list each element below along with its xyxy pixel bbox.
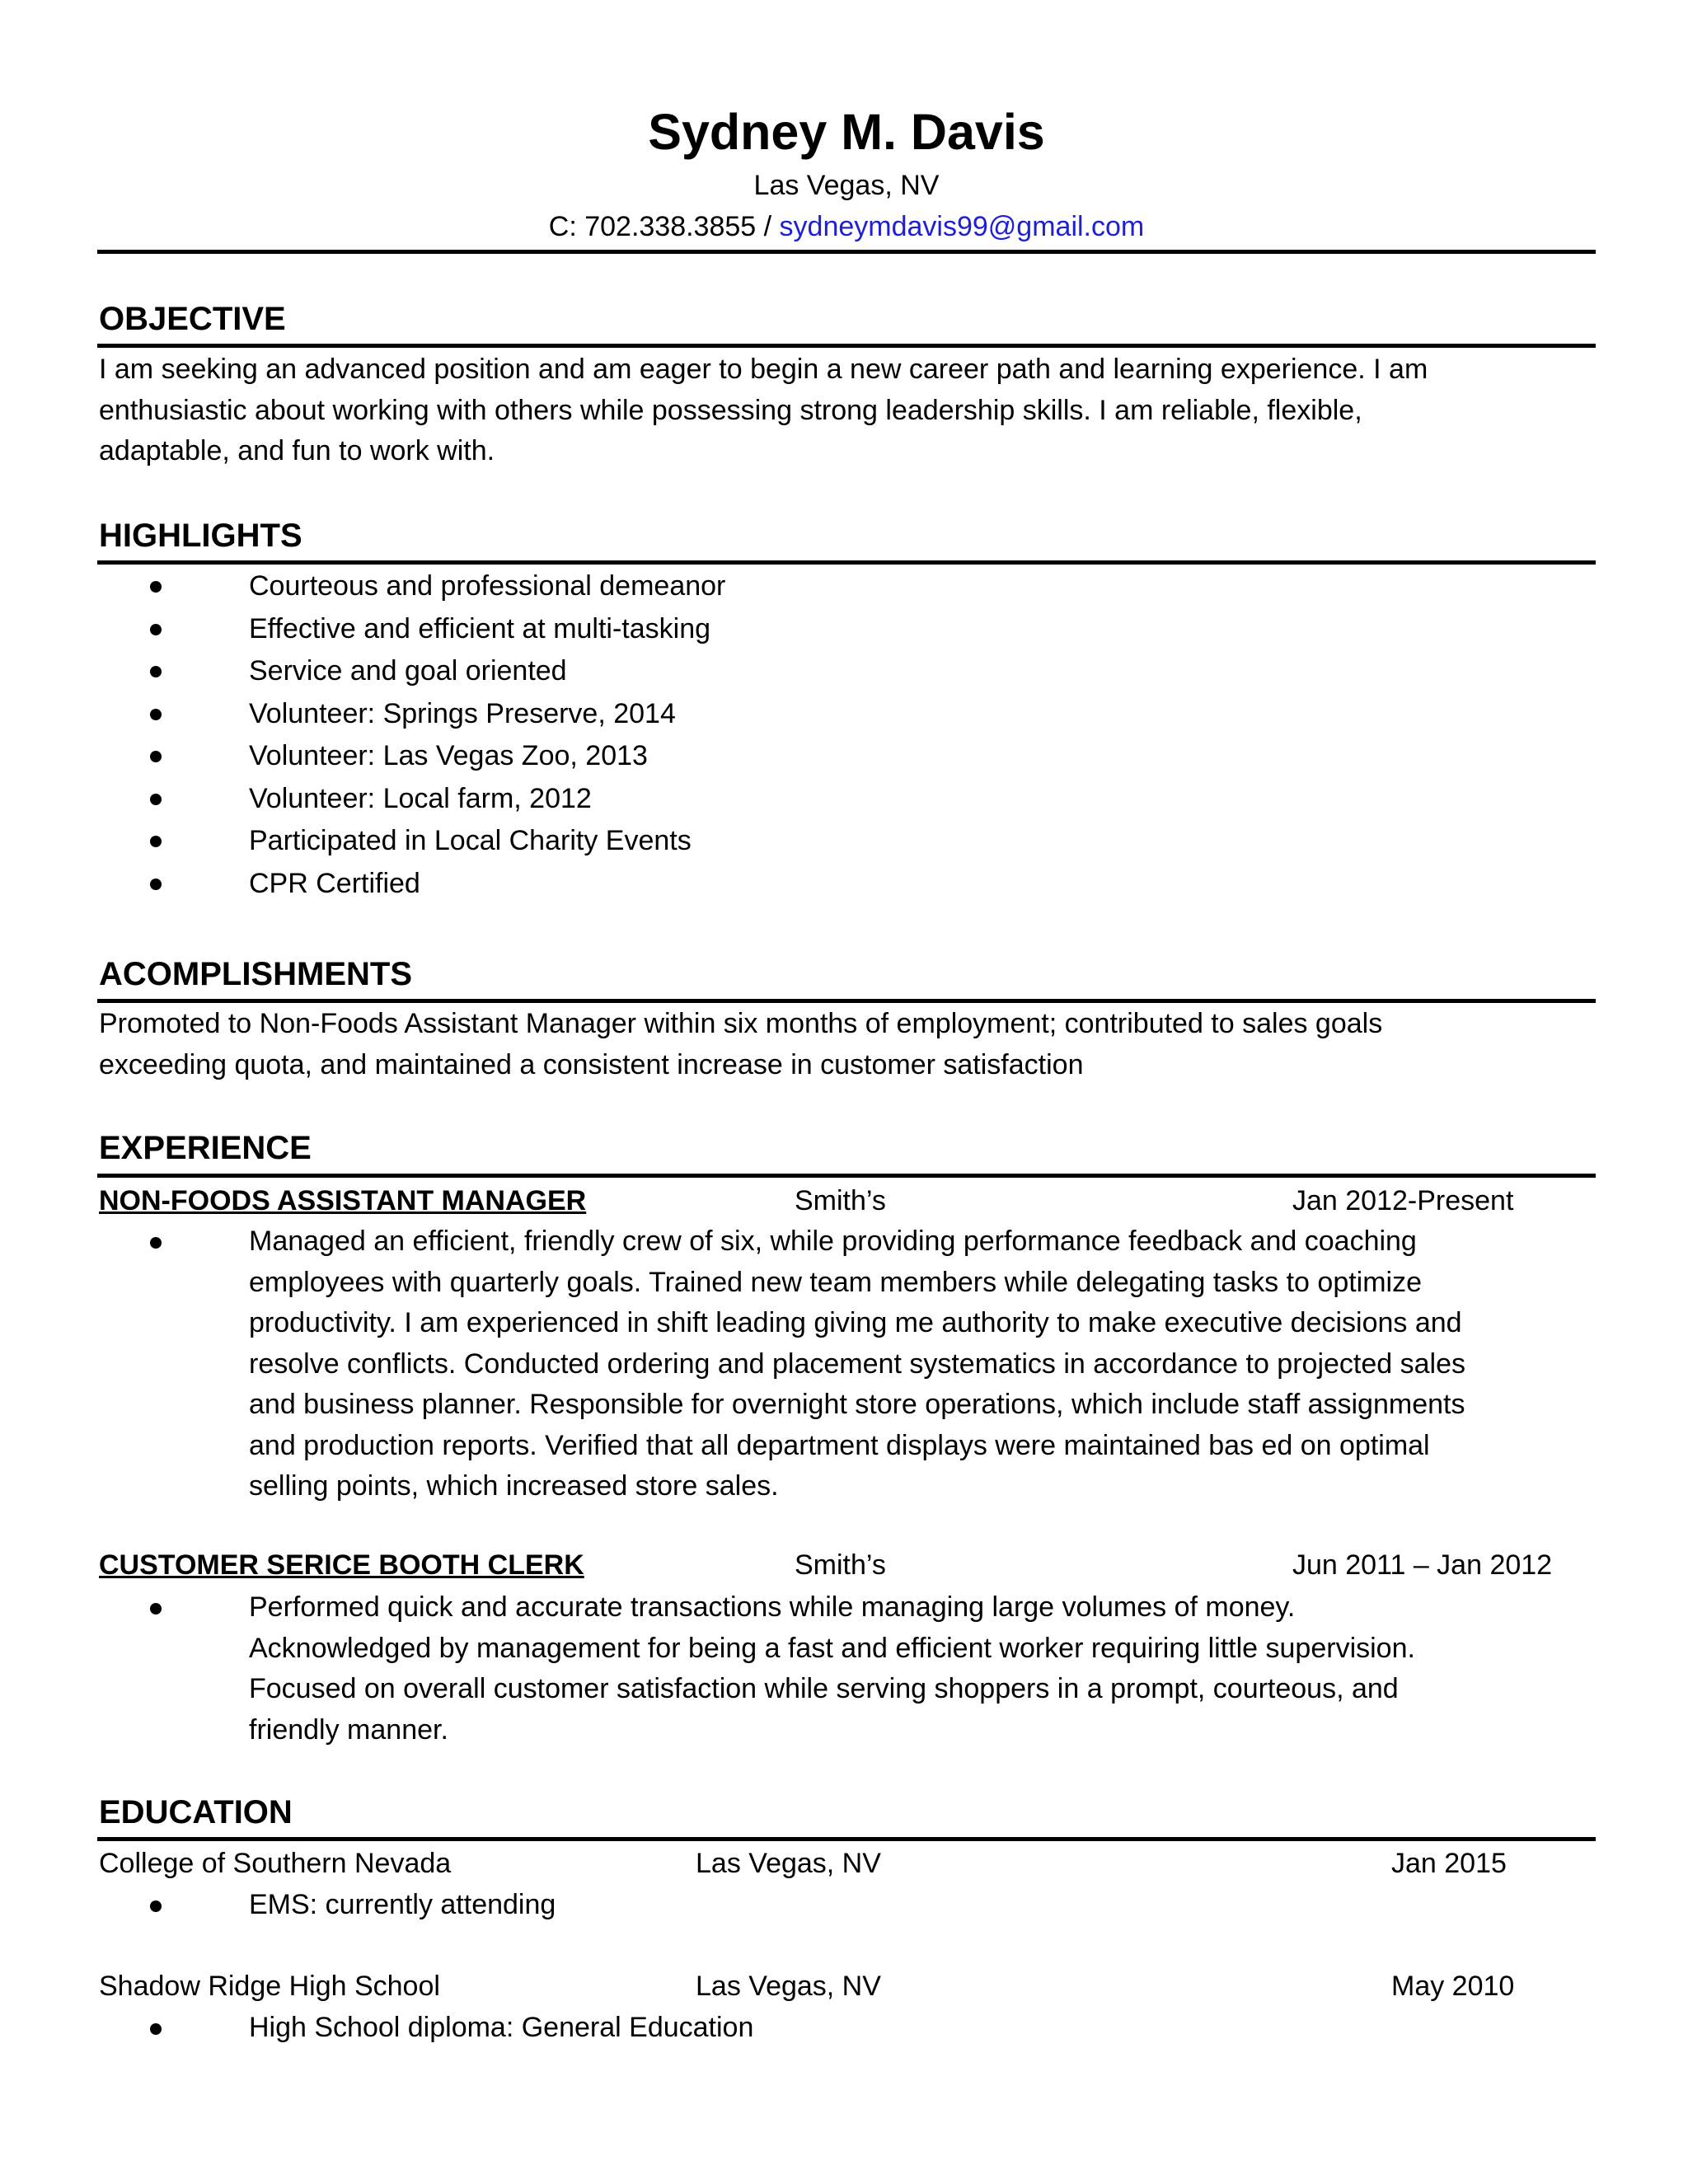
job-description-text bbox=[249, 1587, 1601, 1750]
applicant-location: Las Vegas, NV bbox=[753, 170, 940, 201]
applicant-name: Sydney M. Davis bbox=[648, 104, 1045, 160]
job-dates: Jun 2011 – Jan 2012 bbox=[1292, 1549, 1553, 1581]
education-row bbox=[99, 1843, 1582, 1884]
applicant-email-link[interactable]: sydneymdavis99@gmail.com bbox=[779, 211, 1145, 242]
job-line: Focused on overall customer satisfaction while serving shoppers in a prompt, courteous, and bbox=[249, 1673, 1399, 1704]
job-line: selling points, which increased store sales. bbox=[249, 1470, 779, 1502]
bullet-icon bbox=[150, 751, 162, 762]
objective-divider bbox=[97, 344, 1596, 348]
resume-header bbox=[97, 99, 1596, 247]
job-line: productivity. I am experienced in shift leading giving me authority to make executive decisions and bbox=[249, 1307, 1462, 1338]
applicant-contact bbox=[97, 206, 1596, 247]
school-name: College of Southern Nevada bbox=[99, 1848, 452, 1879]
school-name: Shadow Ridge High School bbox=[99, 1971, 440, 2002]
applicant-phone: C: 702.338.3855 / bbox=[548, 211, 780, 242]
bullet-icon bbox=[150, 2023, 162, 2035]
job-line: and business planner. Responsible for overnight store operations, which include staff assignments bbox=[249, 1389, 1465, 1420]
list-item bbox=[99, 863, 1582, 906]
school-location: Las Vegas, NV bbox=[696, 1971, 881, 2002]
section-title-highlights: HIGHLIGHTS bbox=[99, 518, 302, 554]
list-item bbox=[99, 693, 1582, 736]
job-dates: Jan 2012-Present bbox=[1292, 1185, 1514, 1216]
job-title: CUSTOMER SERICE BOOTH CLERK bbox=[99, 1549, 584, 1581]
accomplishment-line: exceeding quota, and maintained a consistent increase in customer satisfaction bbox=[99, 1048, 1084, 1080]
bullet-icon bbox=[150, 879, 162, 890]
school-date: Jan 2015 bbox=[1391, 1848, 1507, 1879]
education-detail-text: High School diploma: General Education bbox=[249, 2012, 754, 2043]
accomplishments-text bbox=[99, 1004, 1582, 1085]
objective-line: I am seeking an advanced position and am eager to begin a new career path and learning experience. I am bbox=[99, 354, 1428, 385]
accomplishment-line: Promoted to Non-Foods Assistant Manager within six months of employment; contributed to sales goals bbox=[99, 1008, 1383, 1039]
education-row bbox=[99, 1966, 1582, 2007]
highlight-text: Volunteer: Las Vegas Zoo, 2013 bbox=[249, 740, 648, 771]
job-line: Managed an efficient, friendly crew of six, while providing performance feedback and coaching bbox=[249, 1226, 1417, 1257]
highlights-divider bbox=[97, 560, 1596, 565]
experience-divider bbox=[97, 1174, 1596, 1178]
bullet-icon bbox=[150, 581, 162, 593]
job-title: NON-FOODS ASSISTANT MANAGER bbox=[99, 1185, 587, 1216]
bullet-icon bbox=[150, 624, 162, 635]
job-description-text bbox=[249, 1221, 1601, 1507]
job-company: Smith’s bbox=[795, 1185, 886, 1216]
bullet-icon bbox=[150, 1603, 162, 1615]
job-line: employees with quarterly goals. Trained new team members while delegating tasks to optimize bbox=[249, 1266, 1423, 1298]
highlight-text: CPR Certified bbox=[249, 867, 420, 899]
job-line: and production reports. Verified that all department displays were maintained bas ed on optimal bbox=[249, 1429, 1430, 1461]
job-description bbox=[99, 1587, 1582, 1750]
job-line: Performed quick and accurate transactions while managing large volumes of money. bbox=[249, 1591, 1296, 1623]
list-item bbox=[99, 778, 1582, 821]
bullet-icon bbox=[150, 836, 162, 847]
bullet-icon bbox=[150, 666, 162, 677]
accomplishments-divider bbox=[97, 999, 1596, 1003]
bullet-icon bbox=[150, 1900, 162, 1912]
bullet-icon bbox=[150, 709, 162, 720]
highlight-text: Participated in Local Charity Events bbox=[249, 825, 692, 856]
highlights-list bbox=[99, 565, 1582, 905]
objective-line: enthusiastic about working with others while possessing strong leadership skills. I am reliable, flexible, bbox=[99, 394, 1362, 426]
list-item bbox=[99, 608, 1582, 651]
job-line: Acknowledged by management for being a fast and efficient worker requiring little supervision. bbox=[249, 1632, 1415, 1664]
highlight-text: Effective and efficient at multi-tasking bbox=[249, 612, 711, 644]
highlight-text: Volunteer: Springs Preserve, 2014 bbox=[249, 697, 676, 729]
section-title-experience: EXPERIENCE bbox=[99, 1130, 312, 1166]
highlight-text: Volunteer: Local farm, 2012 bbox=[249, 782, 592, 814]
objective-line: adaptable, and fun to work with. bbox=[99, 435, 495, 466]
education-detail bbox=[99, 1885, 1582, 1926]
list-item bbox=[99, 650, 1582, 693]
section-title-accomplishments: ACOMPLISHMENTS bbox=[99, 956, 412, 992]
school-date: May 2010 bbox=[1391, 1971, 1515, 2002]
education-detail bbox=[99, 2008, 1582, 2049]
education-detail-text: EMS: currently attending bbox=[249, 1889, 556, 1920]
job-description bbox=[99, 1221, 1582, 1507]
bullet-icon bbox=[150, 794, 162, 805]
school-location: Las Vegas, NV bbox=[696, 1848, 881, 1879]
job-company: Smith’s bbox=[795, 1549, 886, 1581]
bullet-icon bbox=[150, 1237, 162, 1249]
section-title-education: EDUCATION bbox=[99, 1794, 293, 1830]
highlight-text: Service and goal oriented bbox=[249, 655, 567, 687]
section-title-objective: OBJECTIVE bbox=[99, 301, 286, 337]
job-header-row bbox=[99, 1180, 1582, 1221]
job-header-row bbox=[99, 1544, 1582, 1586]
job-line: friendly manner. bbox=[249, 1713, 448, 1746]
highlight-text: Courteous and professional demeanor bbox=[249, 570, 726, 602]
job-line: resolve conflicts. Conducted ordering and placement systematics in accordance to projected sales bbox=[249, 1347, 1465, 1380]
header-divider bbox=[97, 250, 1596, 254]
list-item bbox=[99, 735, 1582, 778]
list-item bbox=[99, 565, 1582, 608]
education-divider bbox=[97, 1837, 1596, 1841]
objective-text bbox=[99, 349, 1582, 472]
list-item bbox=[99, 820, 1582, 863]
